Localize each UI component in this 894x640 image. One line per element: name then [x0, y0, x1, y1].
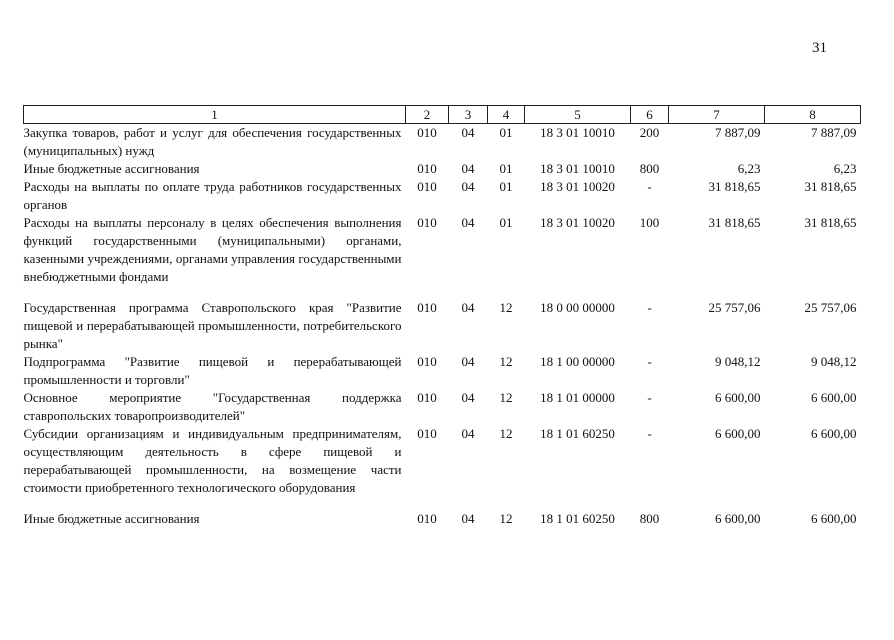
- row-target-code: 18 3 01 10020: [540, 179, 615, 194]
- table-row: [24, 389, 861, 425]
- row-section-code: 04: [461, 426, 475, 441]
- table-row: [24, 425, 861, 510]
- row-amount-8: 31 818,65: [804, 215, 857, 230]
- row-section-code: 04: [461, 125, 475, 140]
- row-expense-type: 800: [639, 161, 660, 176]
- row-section-code: 04: [461, 354, 475, 369]
- table-header-row: [24, 106, 861, 124]
- row-target-code: 18 3 01 10010: [540, 125, 615, 140]
- row-expense-type: 200: [639, 125, 660, 140]
- row-name: Иные бюджетные ассигнования: [23, 511, 200, 526]
- row-name: Расходы на выплаты персоналу в целях обеспечения выполнения функций государственными (муниципальными) органами, казенными учреждениями, органами управления государственными внебюджетными фондами: [23, 215, 402, 284]
- table-row: [24, 178, 861, 214]
- row-amount-8: 6 600,00: [811, 426, 857, 441]
- row-ministry-code: 010: [417, 215, 437, 230]
- row-ministry-code: 010: [417, 161, 437, 176]
- row-subsection-code: 12: [499, 390, 513, 405]
- row-name: Иные бюджетные ассигнования: [23, 161, 200, 176]
- row-target-code: 18 3 01 10010: [540, 161, 615, 176]
- table-row: [24, 124, 861, 161]
- budget-table: [23, 105, 861, 528]
- row-amount-8: 31 818,65: [804, 179, 857, 194]
- column-header-8: 8: [765, 106, 861, 124]
- column-header-5: 5: [525, 106, 631, 124]
- page-number: 31: [812, 40, 827, 56]
- column-header-6: 6: [631, 106, 669, 124]
- row-section-code: 04: [461, 215, 475, 230]
- row-amount-7: 31 818,65: [708, 215, 761, 230]
- row-expense-type: -: [647, 390, 652, 405]
- row-target-code: 18 1 00 00000: [540, 354, 615, 369]
- row-target-code: 18 1 01 60250: [540, 511, 615, 526]
- row-name: Расходы на выплаты по оплате труда работников государственных органов: [23, 179, 402, 212]
- row-target-code: 18 3 01 10020: [540, 215, 615, 230]
- row-amount-8: 6 600,00: [811, 390, 857, 405]
- row-subsection-code: 12: [499, 511, 513, 526]
- row-ministry-code: 010: [417, 179, 437, 194]
- row-target-code: 18 1 01 60250: [540, 426, 615, 441]
- row-amount-7: 6 600,00: [715, 426, 761, 441]
- row-amount-7: 6 600,00: [715, 511, 761, 526]
- row-ministry-code: 010: [417, 511, 437, 526]
- column-header-1: 1: [24, 106, 406, 124]
- table-row: [24, 160, 861, 178]
- row-expense-type: 800: [639, 511, 660, 526]
- row-ministry-code: 010: [417, 354, 437, 369]
- row-expense-type: 100: [639, 215, 660, 230]
- row-section-code: 04: [461, 161, 475, 176]
- table-row: [24, 214, 861, 299]
- row-name: Основное мероприятие "Государственная поддержка ставропольских товаропроизводителей": [23, 390, 402, 423]
- row-subsection-code: 01: [499, 179, 513, 194]
- column-header-3: 3: [449, 106, 488, 124]
- row-expense-type: -: [647, 179, 652, 194]
- row-amount-8: 6,23: [833, 161, 857, 176]
- row-expense-type: -: [647, 426, 652, 441]
- row-amount-7: 6,23: [737, 161, 761, 176]
- table-row: [24, 353, 861, 389]
- row-amount-8: 9 048,12: [811, 354, 857, 369]
- column-header-4: 4: [488, 106, 525, 124]
- table-row: [24, 299, 861, 353]
- row-subsection-code: 01: [499, 215, 513, 230]
- row-ministry-code: 010: [417, 125, 437, 140]
- row-amount-7: 6 600,00: [715, 390, 761, 405]
- row-subsection-code: 12: [499, 354, 513, 369]
- column-header-7: 7: [669, 106, 765, 124]
- row-section-code: 04: [461, 390, 475, 405]
- row-ministry-code: 010: [417, 390, 437, 405]
- table-row: [24, 510, 861, 528]
- row-amount-8: 25 757,06: [804, 300, 857, 315]
- row-target-code: 18 1 01 00000: [540, 390, 615, 405]
- row-amount-8: 6 600,00: [811, 511, 857, 526]
- row-section-code: 04: [461, 179, 475, 194]
- row-subsection-code: 01: [499, 161, 513, 176]
- row-amount-7: 25 757,06: [708, 300, 761, 315]
- row-subsection-code: 12: [499, 300, 513, 315]
- row-subsection-code: 01: [499, 125, 513, 140]
- row-ministry-code: 010: [417, 426, 437, 441]
- row-name: Закупка товаров, работ и услуг для обеспечения государственных (муниципальных) нужд: [23, 125, 402, 158]
- column-header-2: 2: [406, 106, 449, 124]
- row-expense-type: -: [647, 354, 652, 369]
- row-subsection-code: 12: [499, 426, 513, 441]
- row-name: Подпрограмма "Развитие пищевой и перерабатывающей промышленности и торговли": [23, 354, 402, 387]
- row-section-code: 04: [461, 511, 475, 526]
- row-ministry-code: 010: [417, 300, 437, 315]
- row-name: Субсидии организациям и индивидуальным предпринимателям, осуществляющим деятельность в сфере пищевой и перерабатывающей промышленности, на возмещение части стоимости приобретенного технологического оборудования: [23, 426, 402, 495]
- row-amount-8: 7 887,09: [811, 125, 857, 140]
- row-name: Государственная программа Ставропольского края "Развитие пищевой и перерабатывающей промышленности, потребительского рынка": [23, 300, 402, 351]
- row-amount-7: 7 887,09: [715, 125, 761, 140]
- row-amount-7: 9 048,12: [715, 354, 761, 369]
- row-section-code: 04: [461, 300, 475, 315]
- row-amount-7: 31 818,65: [708, 179, 761, 194]
- row-expense-type: -: [647, 300, 652, 315]
- row-target-code: 18 0 00 00000: [540, 300, 615, 315]
